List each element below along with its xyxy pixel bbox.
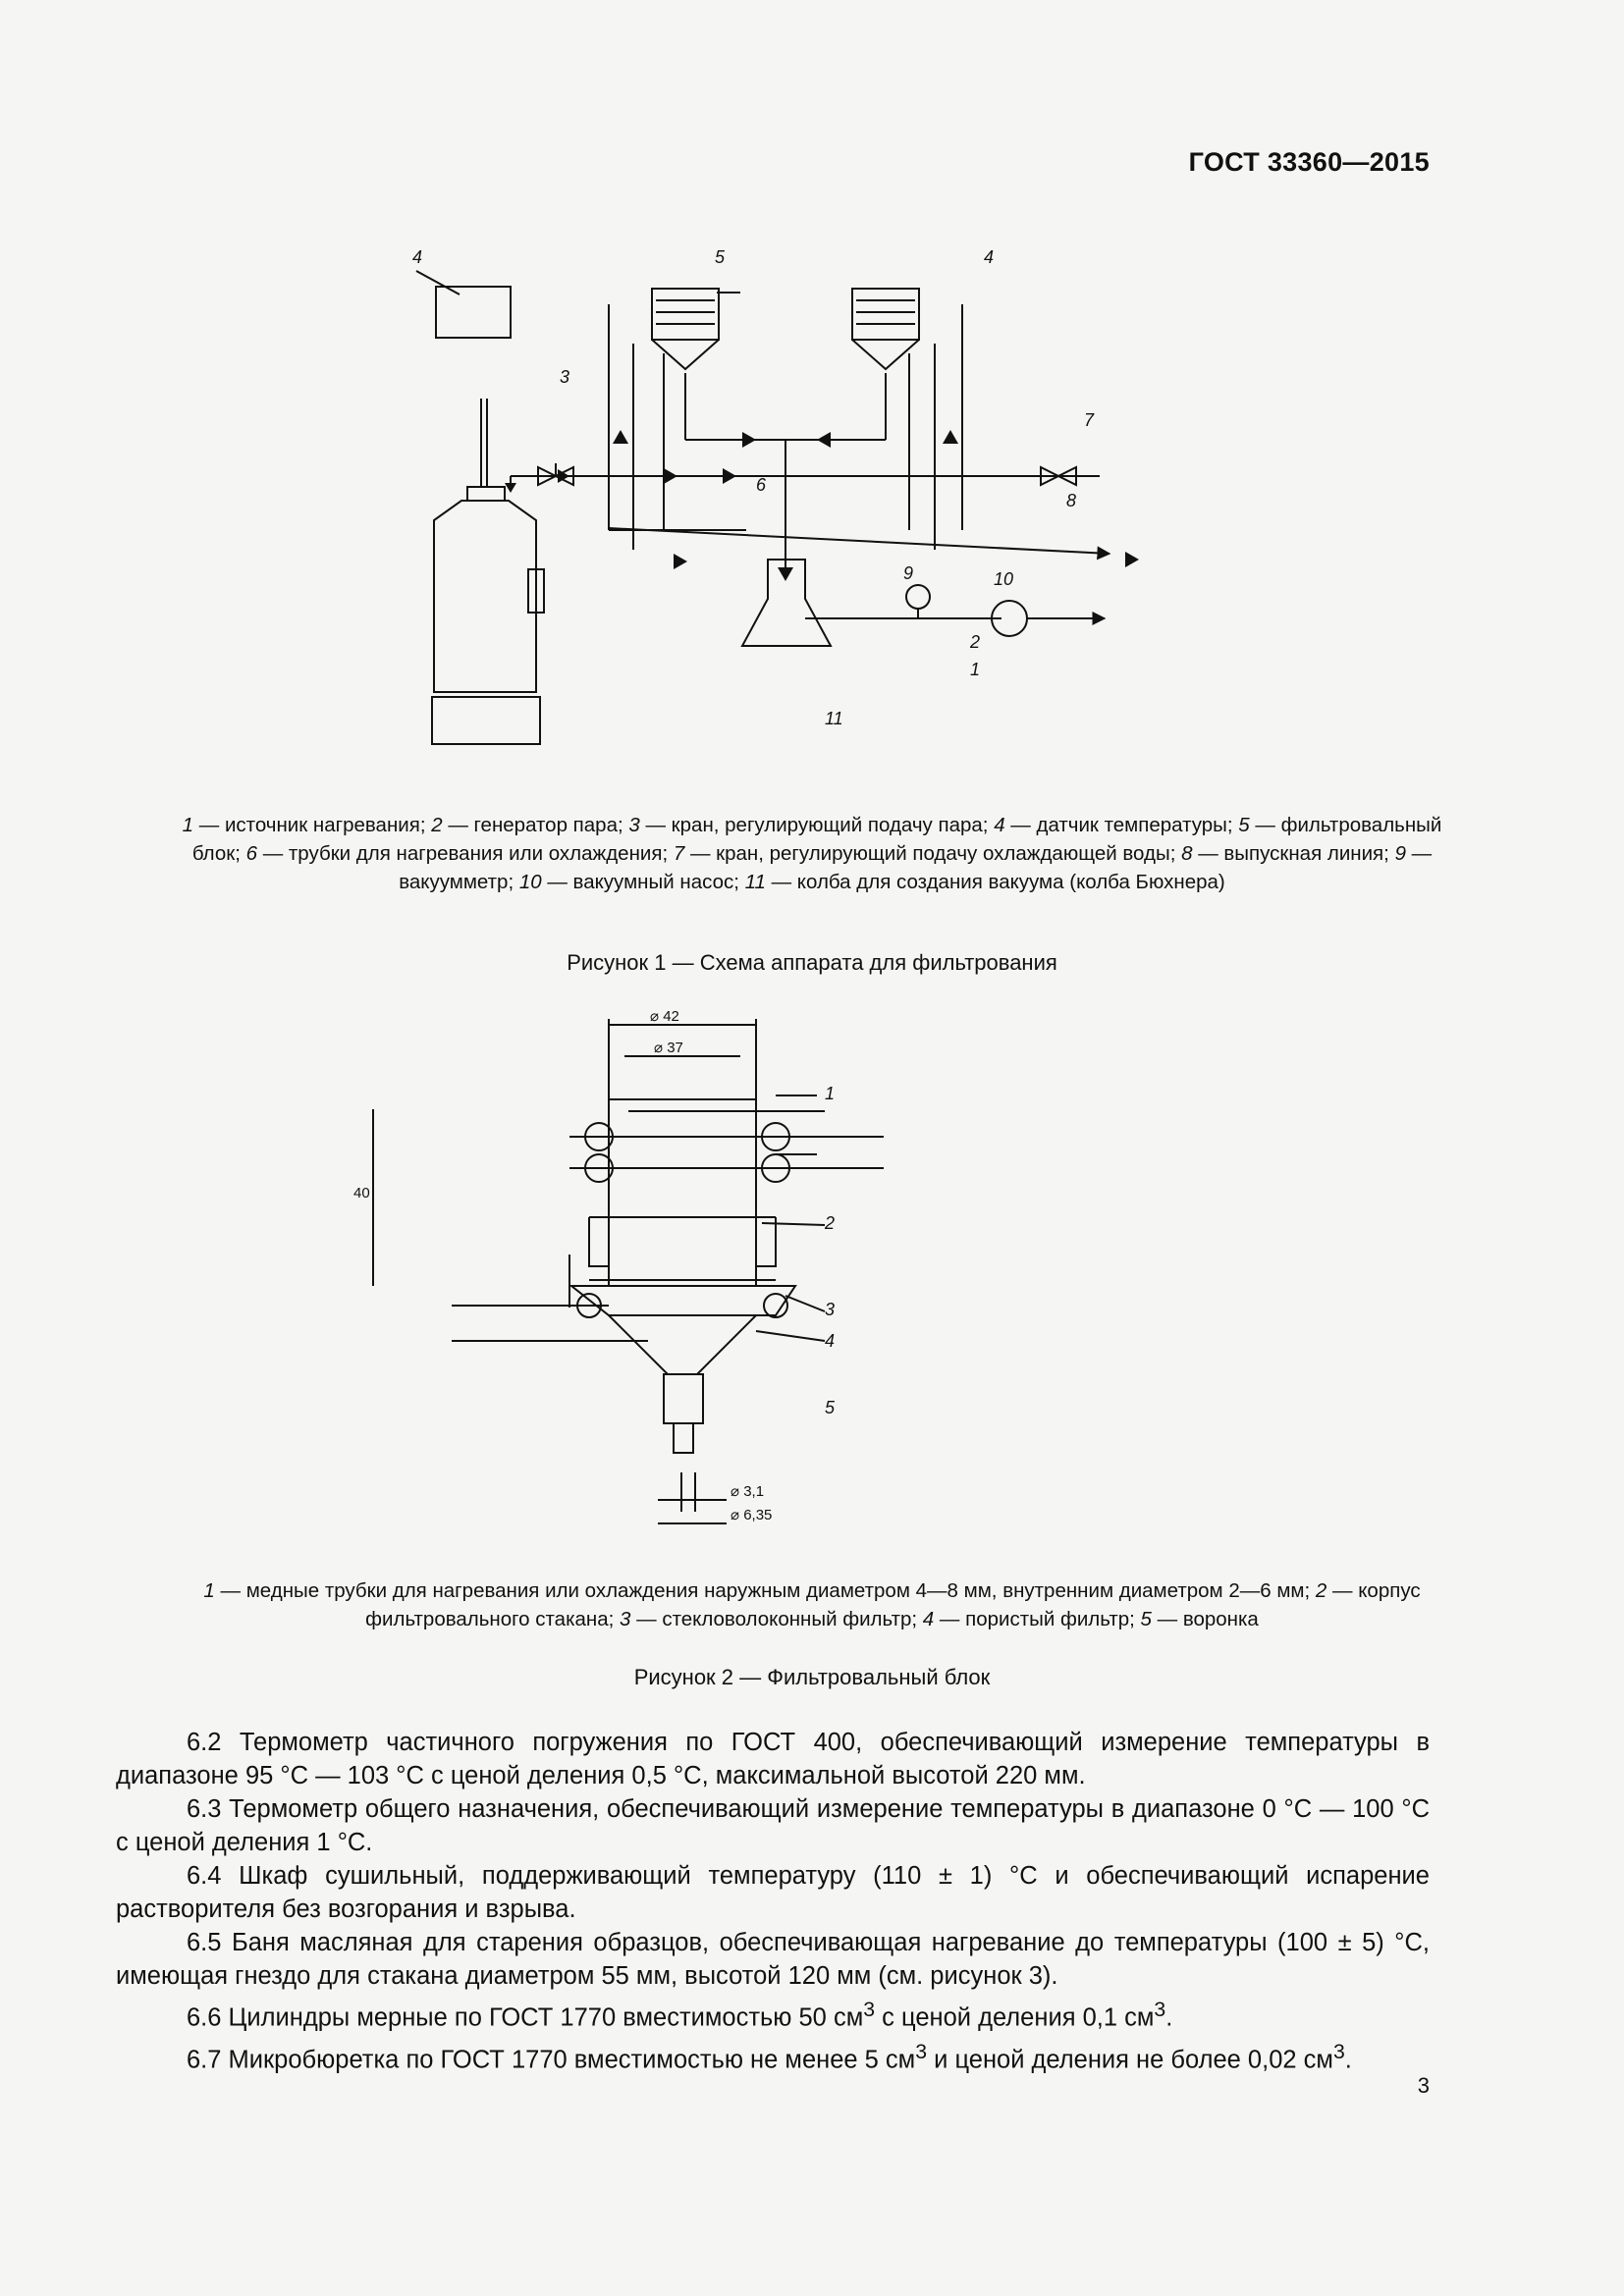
figure1-text-9: — вакуумметр;	[399, 842, 1433, 893]
fig2-dim-outer-diameter: ⌀ 42	[650, 1008, 679, 1025]
figure1-num-9: 9	[1394, 842, 1406, 865]
figure1-text-4: — датчик температуры;	[1004, 814, 1239, 836]
figure1-text-6: — трубки для нагревания или охлаждения;	[257, 842, 674, 865]
figure1-text-3: — кран, регулирующий подачу пара;	[639, 814, 995, 836]
figure2-num-2: 2	[1315, 1579, 1327, 1602]
page-number: 3	[1417, 2073, 1430, 2098]
fig2-dim-height: 40	[353, 1185, 370, 1201]
document-code: ГОСТ 33360—2015	[1188, 147, 1430, 177]
fig2-label-1: 1	[825, 1084, 836, 1103]
fig1-label-2: 2	[970, 632, 981, 652]
fig2-label-3: 3	[825, 1300, 836, 1319]
fig2-label-4: 4	[825, 1331, 836, 1351]
figure1-num-6: 6	[245, 842, 258, 865]
figure1-text-2: — генератор пара;	[442, 814, 629, 836]
figure-2-caption: Рисунок 2 — Фильтровальный блок	[633, 1665, 991, 1689]
figure-2-legend	[157, 1576, 1467, 1633]
fig2-dim-outlet-diameter: ⌀ 6,35	[731, 1507, 773, 1523]
figure2-text-5: — воронка	[1151, 1608, 1259, 1630]
figure1-text-7: — кран, регулирующий подачу охлаждающей воды;	[684, 842, 1182, 865]
paragraph-6-5: 6.5 Баня масляная для старения образцов, обеспечивающая нагревание до температуры (100 ± 5) °С, имеющая гнездо для стакана диаметром 55 мм, высотой 120 мм (см. рисунок 3).	[116, 1929, 1430, 1990]
figure1-num-2: 2	[431, 814, 443, 836]
figure1-num-7: 7	[673, 842, 685, 865]
filter-block-left	[436, 287, 511, 338]
fig1-label-9: 9	[903, 563, 914, 583]
figure-1-diagram	[412, 236, 1159, 766]
figure2-text-1: — медные трубки для нагревания или охлаждения наружным диаметром 4—8 мм, внутренним диаметром 2—6 мм;	[214, 1579, 1316, 1602]
heat-source	[432, 697, 540, 744]
figure2-num-5: 5	[1140, 1608, 1152, 1630]
fig1-label-4-left: 4	[412, 247, 423, 267]
body-text	[116, 1726, 1430, 2076]
figure-2-diagram	[353, 1001, 1001, 1561]
fig1-label-5: 5	[715, 247, 726, 267]
figure2-text-4: — пористый фильтр;	[934, 1608, 1141, 1630]
fig1-label-1: 1	[970, 660, 981, 679]
figure2-num-3: 3	[620, 1608, 631, 1630]
paragraph-6-6: 6.6 Цилиндры мерные по ГОСТ 1770 вместимостью 50 $см^3$ с ценой деления 0,1 $см^3$.	[187, 1998, 1173, 2032]
paragraph-6-3: 6.3 Термометр общего назначения, обеспечивающий измерение температуры в диапазоне 0 °С — 100 °С с ценой деления 1 °С.	[116, 1795, 1430, 1856]
figure1-text-10: — вакуумный насос;	[541, 871, 745, 893]
figure2-text-3: — стекловолоконный фильтр;	[630, 1608, 923, 1630]
figure-1-caption: Рисунок 1 — Схема аппарата для фильтрования	[567, 950, 1057, 975]
fig1-label-7: 7	[1084, 410, 1095, 430]
figure1-text-8: — выпускная линия;	[1192, 842, 1395, 865]
fig2-label-2: 2	[825, 1213, 836, 1233]
fig1-label-8: 8	[1066, 491, 1077, 510]
fig2-dim-inner-diameter: ⌀ 37	[654, 1040, 683, 1056]
figure1-text-11: — колба для создания вакуума (колба Бюхнера)	[765, 871, 1225, 893]
fig1-label-4-right: 4	[984, 247, 995, 267]
figure1-num-5: 5	[1238, 814, 1250, 836]
figure1-num-4: 4	[994, 814, 1005, 836]
figure1-num-1: 1	[182, 814, 194, 836]
figure1-num-11: 11	[744, 871, 766, 893]
fig1-label-10: 10	[994, 569, 1014, 589]
fig2-dim-small-diameter: ⌀ 3,1	[731, 1483, 765, 1500]
figure1-text-5: — фильтровальный блок;	[191, 814, 1442, 865]
fig1-label-3: 3	[560, 367, 570, 387]
paragraph-6-7: 6.7 Микробюретка по ГОСТ 1770 вместимостью не менее 5 $см^3$ и ценой деления не более 0,02 $см^3$.	[187, 2039, 1352, 2073]
paragraph-6-2: 6.2 Термометр частичного погружения по ГОСТ 400, обеспечивающий измерение температуры в диапазоне 95 °С — 103 °С с ценой деления 0,5 °С, максимальной высотой 220 мм.	[116, 1729, 1430, 1789]
figure-1-legend	[157, 811, 1467, 896]
paragraph-6-4: 6.4 Шкаф сушильный, поддерживающий температуру (110 ± 1) °С и обеспечивающий испарение растворителя без возгорания и взрыва.	[116, 1862, 1430, 1923]
figure1-num-10: 10	[518, 871, 542, 893]
fig1-label-6: 6	[756, 475, 767, 495]
fig1-label-11: 11	[825, 709, 843, 728]
figure1-num-3: 3	[628, 814, 640, 836]
fig2-label-5: 5	[825, 1398, 836, 1417]
steam-generator	[434, 501, 536, 692]
figure2-num-4: 4	[922, 1608, 935, 1630]
figure2-num-1: 1	[203, 1579, 215, 1602]
figure2-text-2: — корпус фильтровального стакана;	[365, 1579, 1421, 1630]
figure1-text-1: — источник нагревания;	[193, 814, 432, 836]
figure1-num-8: 8	[1181, 842, 1193, 865]
